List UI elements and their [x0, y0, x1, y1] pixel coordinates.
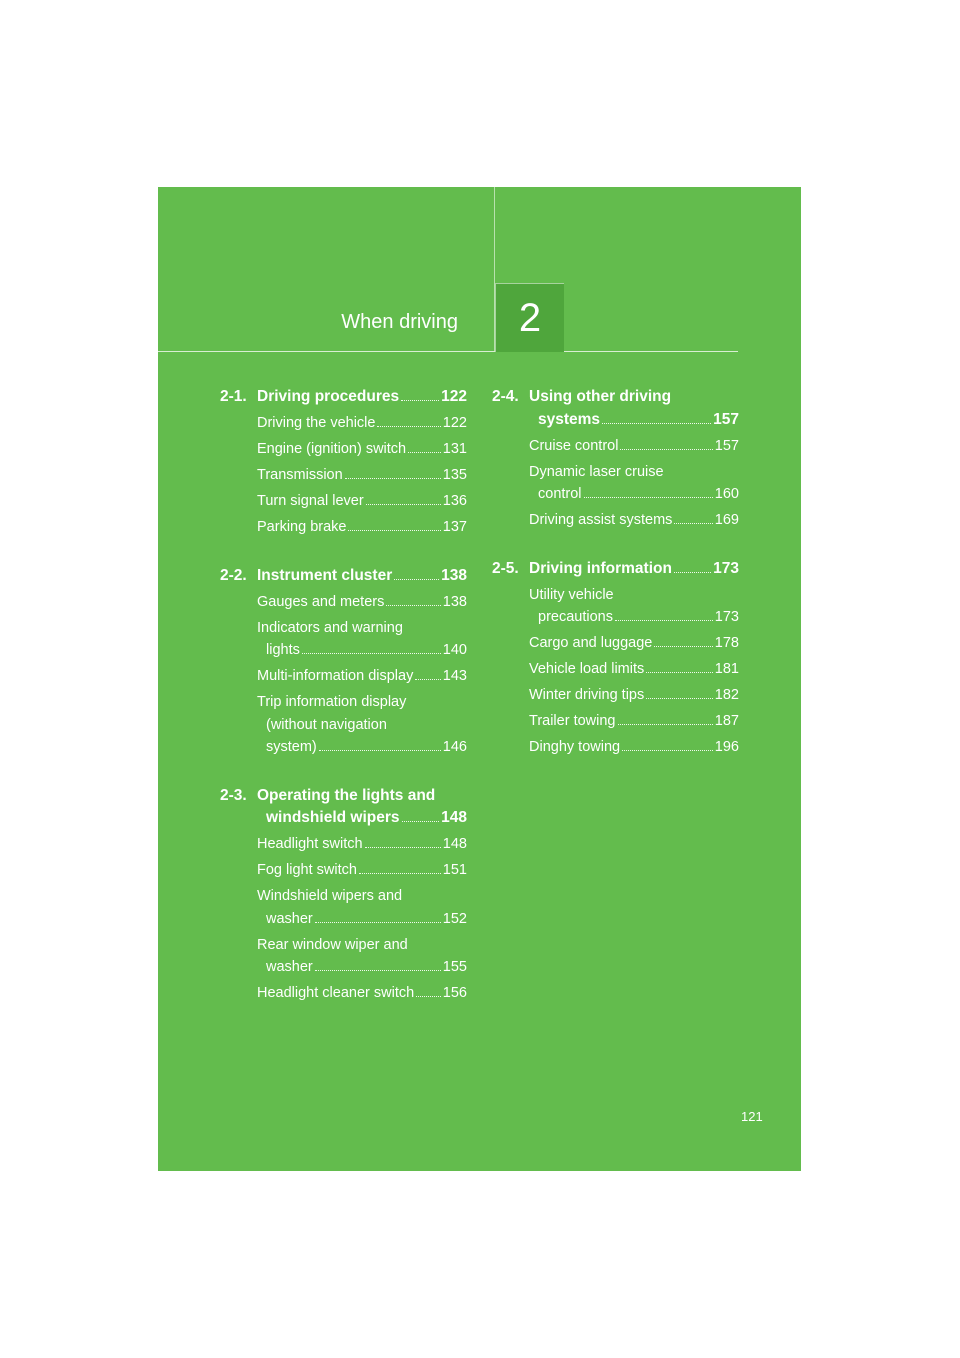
entry-page: 181 — [714, 661, 739, 677]
section-number: 2-2. — [220, 566, 247, 584]
section-title-line — [220, 785, 467, 808]
toc-entry[interactable] — [220, 617, 467, 662]
entry-text: Dinghy towing — [529, 739, 621, 755]
dot-leader — [319, 750, 441, 751]
entry-page: 148 — [442, 836, 467, 852]
dot-leader — [584, 497, 713, 498]
section-title-text: Driving procedures — [257, 388, 400, 405]
chapter-number: 2 — [518, 295, 542, 340]
entry-page: 135 — [442, 467, 467, 483]
section-page: 173 — [713, 559, 739, 577]
dot-leader — [386, 605, 440, 606]
entry-line — [257, 982, 467, 1005]
section-page: 148 — [441, 809, 467, 826]
dot-leader — [401, 400, 439, 401]
section-gap — [220, 759, 467, 785]
entry-line — [257, 639, 467, 662]
dot-leader — [622, 750, 713, 751]
entry-text: system) — [266, 739, 317, 755]
entry-line — [257, 736, 467, 759]
entry-text: Driving the vehicle — [257, 415, 376, 431]
entry-text: Engine (ignition) switch — [257, 441, 407, 457]
entry-text: Transmission — [257, 467, 343, 483]
header-divider-horizontal — [158, 351, 738, 352]
section-title-line — [220, 386, 467, 409]
entry-text: Driving assist systems — [529, 512, 673, 528]
toc-entry[interactable] — [220, 490, 467, 513]
section-title-text: Instrument cluster — [257, 566, 393, 584]
entry-page: 131 — [442, 441, 467, 457]
section-number: 2-1. — [220, 388, 247, 405]
dot-leader — [345, 478, 441, 479]
section-page: 157 — [713, 410, 739, 428]
toc-entry[interactable] — [492, 632, 739, 655]
entry-line — [529, 509, 739, 532]
toc-entry[interactable] — [220, 438, 467, 461]
section-title-text: Using other driving — [529, 388, 672, 405]
section-gap — [220, 539, 467, 565]
section-number: 2-3. — [220, 786, 247, 804]
section-title-line — [492, 409, 739, 432]
entry-text: (without navigation — [266, 716, 387, 733]
section-title-line — [220, 807, 467, 830]
entry-page: 146 — [442, 739, 467, 755]
entry-page: 169 — [714, 512, 739, 528]
toc-entry[interactable] — [492, 710, 739, 733]
entry-line — [257, 934, 467, 957]
dot-leader — [646, 698, 713, 699]
toc-entry[interactable] — [492, 584, 739, 629]
entry-text: washer — [266, 959, 313, 975]
toc-section-heading[interactable] — [220, 565, 467, 588]
chapter-number-tab — [495, 283, 564, 352]
entry-page: 140 — [442, 642, 467, 658]
entry-line — [257, 885, 467, 908]
entry-page: 151 — [442, 862, 467, 878]
dot-leader — [315, 922, 441, 923]
toc-section-heading[interactable] — [220, 785, 467, 830]
entry-page: 122 — [442, 415, 467, 431]
toc-section-heading[interactable] — [492, 558, 739, 581]
toc-entry[interactable] — [220, 412, 467, 435]
toc-entry[interactable] — [492, 736, 739, 759]
dot-leader — [302, 653, 441, 654]
entry-text: Rear window wiper and — [257, 936, 408, 953]
entry-text: Headlight switch — [257, 836, 363, 852]
entry-line — [257, 665, 467, 688]
toc-entry[interactable] — [220, 934, 467, 979]
entry-line — [257, 691, 467, 714]
dot-leader — [366, 504, 441, 505]
entry-line — [529, 658, 739, 681]
entry-page: 187 — [714, 713, 739, 729]
entry-text: Winter driving tips — [529, 687, 645, 703]
dot-leader — [618, 724, 713, 725]
entry-line — [257, 833, 467, 856]
toc-entry[interactable] — [220, 859, 467, 882]
entry-page: 143 — [442, 668, 467, 684]
toc-entry[interactable] — [492, 461, 739, 506]
dot-leader — [620, 449, 712, 450]
toc-entry[interactable] — [220, 516, 467, 539]
toc-entry[interactable] — [220, 691, 467, 759]
entry-line — [257, 859, 467, 882]
entry-line — [257, 714, 467, 737]
entry-page: 160 — [714, 486, 739, 502]
entry-page: 155 — [442, 959, 467, 975]
entry-line — [529, 736, 739, 759]
entry-line — [257, 412, 467, 435]
dot-leader — [615, 620, 713, 621]
section-gap — [492, 532, 739, 558]
section-title-text: systems — [538, 410, 601, 428]
toc-entry[interactable] — [492, 684, 739, 707]
entry-line — [529, 632, 739, 655]
dot-leader — [408, 452, 441, 453]
dot-leader — [348, 530, 440, 531]
toc-entry[interactable] — [492, 509, 739, 532]
section-number: 2-4. — [492, 388, 519, 405]
entry-line — [529, 435, 739, 458]
entry-page: 137 — [442, 519, 467, 535]
entry-line — [257, 908, 467, 931]
entry-text: Trailer towing — [529, 713, 616, 729]
entry-text: control — [538, 486, 582, 502]
chapter-title: When driving — [341, 311, 458, 333]
toc-entry[interactable] — [492, 435, 739, 458]
toc-column-left — [220, 386, 467, 1005]
entry-line — [529, 461, 739, 484]
toc-entry[interactable] — [492, 658, 739, 681]
section-title-text: Driving information — [529, 559, 672, 577]
entry-line — [257, 591, 467, 614]
entry-page: 182 — [714, 687, 739, 703]
toc-entry[interactable] — [220, 591, 467, 614]
entry-text: Cargo and luggage — [529, 635, 653, 651]
entry-text: Gauges and meters — [257, 593, 385, 610]
toc-section-heading[interactable] — [220, 386, 467, 409]
entry-line — [257, 490, 467, 513]
dot-leader — [602, 423, 711, 424]
dot-leader — [674, 572, 711, 573]
dot-leader — [415, 679, 440, 680]
entry-text: precautions — [538, 609, 613, 625]
toc-entry[interactable] — [220, 885, 467, 930]
entry-text: Indicators and warning — [257, 619, 403, 636]
entry-text: Turn signal lever — [257, 493, 364, 509]
dot-leader — [365, 847, 441, 848]
entry-page: 138 — [442, 593, 467, 610]
dot-leader — [646, 672, 713, 673]
toc-entry[interactable] — [220, 833, 467, 856]
entry-line — [529, 684, 739, 707]
dot-leader — [416, 996, 441, 997]
entry-text: Fog light switch — [257, 862, 357, 878]
entry-page: 178 — [714, 635, 739, 651]
entry-page: 156 — [442, 985, 467, 1001]
entry-text: Vehicle load limits — [529, 661, 645, 677]
entry-text: Headlight cleaner switch — [257, 985, 415, 1001]
page-number: 121 — [741, 1109, 763, 1124]
dot-leader — [377, 426, 440, 427]
dot-leader — [315, 970, 441, 971]
entry-text: Utility vehicle — [529, 586, 614, 603]
entry-line — [257, 956, 467, 979]
entry-page: 173 — [714, 609, 739, 625]
section-title-text: Operating the lights and — [257, 786, 436, 804]
dot-leader — [359, 873, 441, 874]
entry-line — [529, 606, 739, 629]
entry-page: 136 — [442, 493, 467, 509]
entry-page: 196 — [714, 739, 739, 755]
entry-page: 152 — [442, 910, 467, 927]
entry-line — [257, 464, 467, 487]
dot-leader — [394, 579, 439, 580]
section-title-text: windshield wipers — [266, 809, 400, 826]
dot-leader — [674, 523, 712, 524]
entry-page: 157 — [714, 437, 739, 454]
entry-line — [257, 617, 467, 640]
entry-text: Parking brake — [257, 519, 347, 535]
entry-text: Multi-information display — [257, 668, 414, 684]
section-title-line — [492, 386, 739, 409]
toc-column-right — [492, 386, 739, 759]
section-title-line — [220, 565, 467, 588]
toc-entry[interactable] — [220, 982, 467, 1005]
entry-text: lights — [266, 642, 300, 658]
toc-entry[interactable] — [220, 464, 467, 487]
dot-leader — [402, 821, 440, 822]
entry-text: Cruise control — [529, 437, 619, 454]
section-page: 122 — [441, 388, 467, 405]
entry-text: Windshield wipers and — [257, 888, 403, 904]
entry-text: Trip information display — [257, 694, 407, 710]
dot-leader — [654, 646, 712, 647]
section-title-line — [492, 558, 739, 581]
entry-text: Dynamic laser cruise — [529, 463, 664, 480]
section-page: 138 — [441, 566, 467, 584]
entry-text: washer — [266, 910, 313, 927]
entry-line — [529, 710, 739, 733]
entry-line — [257, 516, 467, 539]
section-number: 2-5. — [492, 559, 519, 577]
entry-line — [529, 483, 739, 506]
entry-line — [257, 438, 467, 461]
toc-section-heading[interactable] — [492, 386, 739, 431]
toc-entry[interactable] — [220, 665, 467, 688]
entry-line — [529, 584, 739, 607]
